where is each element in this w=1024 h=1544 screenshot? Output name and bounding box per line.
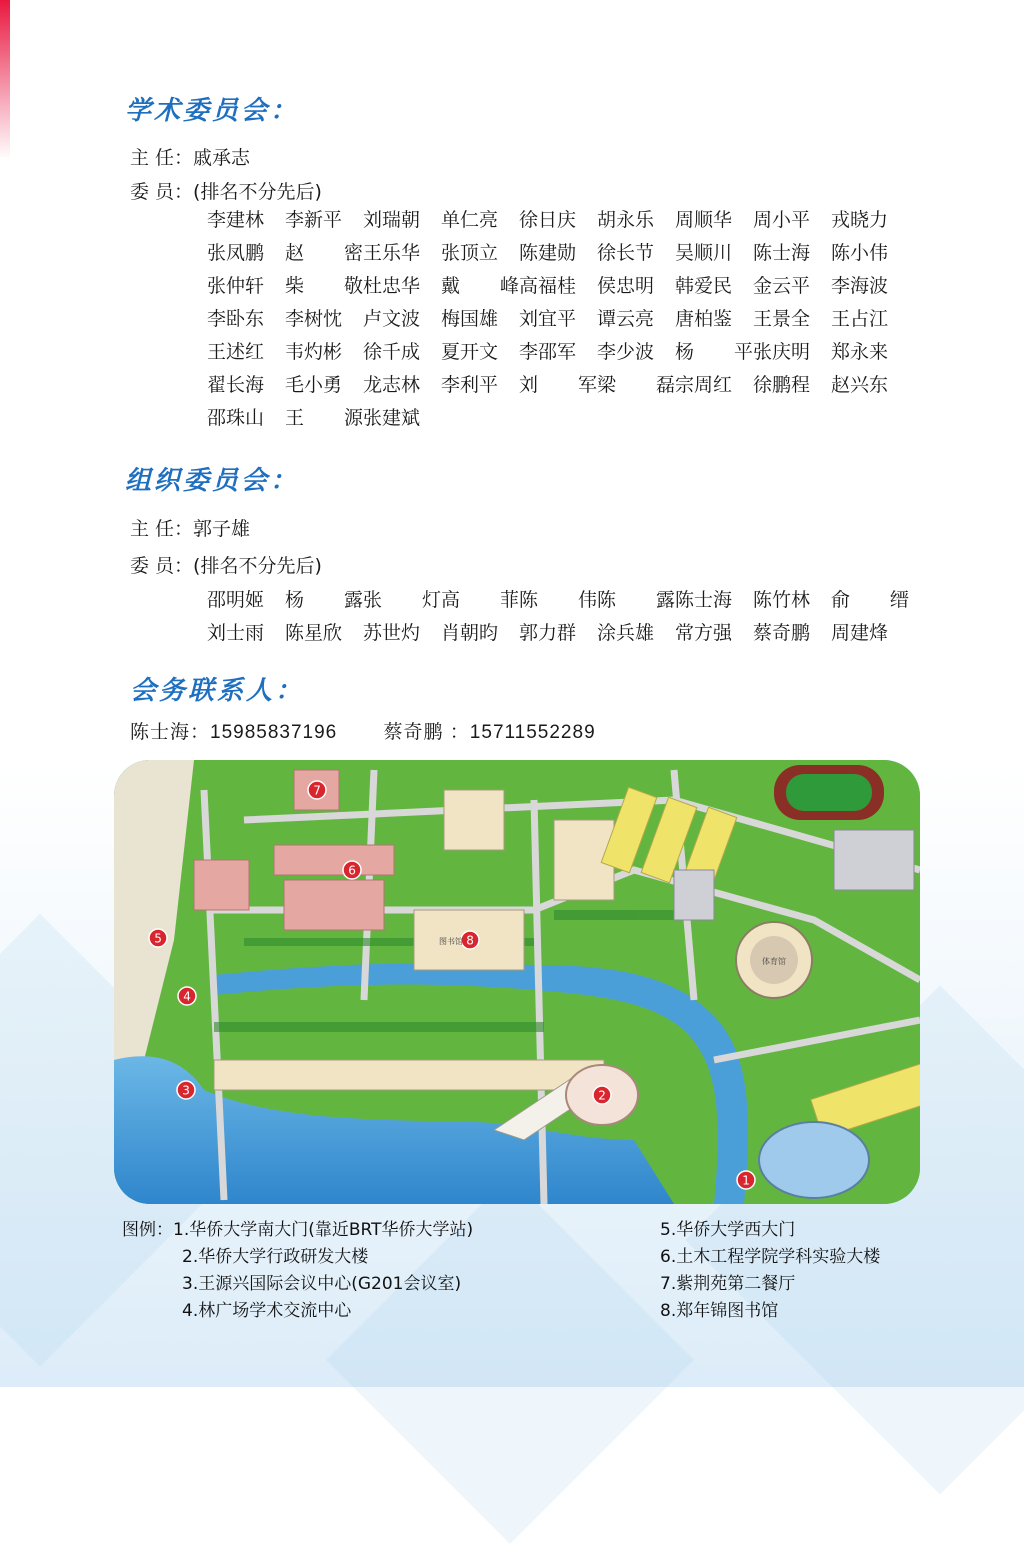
campus-map (114, 760, 920, 1204)
member-name: 李树忱 (285, 308, 343, 330)
member-name: 涂兵雄 (597, 622, 655, 644)
chair-name: 郭子雄 (193, 518, 251, 540)
member-name: 郑永来 (831, 341, 889, 363)
member-name: 刘瑞朝 (363, 209, 421, 231)
member-name: 肖朝昀 (441, 622, 499, 644)
member-name: 侯忠明 (597, 275, 655, 297)
legend-item: 7.紫荆苑第二餐厅 (660, 1274, 796, 1294)
organizing-chair (130, 514, 250, 541)
svg-text:5: 5 (154, 931, 162, 946)
chair-name: 戚承志 (193, 147, 251, 169)
legend-item: 图例：1.华侨大学南大门(靠近BRT华侨大学站) (122, 1220, 474, 1240)
member-name: 高 菲 (441, 589, 519, 611)
member-row (207, 617, 967, 650)
member-name: 刘宜平 (519, 308, 577, 330)
member-name: 张顶立 (441, 242, 499, 264)
member-name: 王乐华 (363, 242, 421, 264)
map-marker-4 (178, 987, 196, 1005)
member-name: 王 源 (285, 407, 363, 429)
member-name: 徐千成 (363, 341, 421, 363)
member-name: 徐鹏程 (753, 374, 811, 396)
map-marker-8 (461, 931, 479, 949)
chair-label: 主 任： (130, 147, 194, 169)
member-name: 李邵军 (519, 341, 577, 363)
member-name: 陈士海 (753, 242, 811, 264)
member-row (207, 237, 967, 270)
member-name: 邵珠山 (207, 407, 265, 429)
member-name: 翟长海 (207, 374, 265, 396)
member-name: 毛小勇 (285, 374, 343, 396)
academic-chair (130, 143, 250, 170)
map-marker-3 (177, 1081, 195, 1099)
member-name: 张庆明 (753, 341, 811, 363)
member-row (207, 336, 967, 369)
contacts-title: 会务联系人： (130, 676, 305, 706)
map-marker-5 (149, 929, 167, 947)
member-row (207, 303, 967, 336)
member-name: 常方强 (675, 622, 733, 644)
member-name: 韦灼彬 (285, 341, 343, 363)
member-row (207, 584, 967, 617)
academic-committee-title: 学术委员会： (125, 96, 300, 126)
decorative-stripe (0, 0, 10, 160)
member-name: 赵 密 (285, 242, 363, 264)
member-name: 陈建勋 (519, 242, 577, 264)
legend-item: 3.王源兴国际会议中心(G201会议室) (182, 1274, 462, 1294)
member-name: 王述红 (207, 341, 265, 363)
member-name: 陈 露 (597, 589, 675, 611)
legend-item: 4.林广场学术交流中心 (182, 1301, 352, 1321)
member-name: 杨 平 (675, 341, 753, 363)
contact-person-1: 陈士海：15985837196 (130, 722, 338, 743)
member-name: 杨 露 (285, 589, 363, 611)
member-name: 胡永乐 (597, 209, 655, 231)
member-name: 张仲轩 (207, 275, 265, 297)
member-name: 谭云亮 (597, 308, 655, 330)
member-name: 张凤鹏 (207, 242, 265, 264)
member-name: 高福桂 (519, 275, 577, 297)
svg-text:3: 3 (182, 1083, 190, 1098)
member-name: 李卧东 (207, 308, 265, 330)
academic-members-label: 委 员：(排名不分先后) (130, 181, 322, 203)
contact-person-2: 蔡奇鹏 ：15711552289 (383, 722, 596, 743)
member-name: 杜忠华 (363, 275, 421, 297)
member-name: 梁 磊 (597, 374, 675, 396)
map-label: 体育馆 (762, 957, 786, 966)
member-name: 卢文波 (363, 308, 421, 330)
map-label: 图书馆 (439, 937, 463, 946)
member-name: 周顺华 (675, 209, 733, 231)
member-name: 夏开文 (441, 341, 499, 363)
member-name: 龙志林 (363, 374, 421, 396)
organizing-members-label: 委 员：(排名不分先后) (130, 555, 322, 577)
member-name: 戴 峰 (441, 275, 519, 297)
campus-map-illustration (114, 760, 920, 1204)
member-name: 宗周红 (675, 374, 733, 396)
member-name: 李新平 (285, 209, 343, 231)
member-name: 苏世灼 (363, 622, 421, 644)
svg-text:8: 8 (466, 933, 474, 948)
member-name: 蔡奇鹏 (753, 622, 811, 644)
svg-text:7: 7 (313, 783, 321, 798)
member-name: 陈士海 (675, 589, 733, 611)
member-name: 戎晓力 (831, 209, 889, 231)
member-name: 俞 缙 (831, 589, 909, 611)
member-name: 周小平 (753, 209, 811, 231)
member-name: 韩爱民 (675, 275, 733, 297)
member-name: 周建烽 (831, 622, 889, 644)
member-name: 陈竹林 (753, 589, 811, 611)
member-row (207, 402, 967, 435)
member-name: 李海波 (831, 275, 889, 297)
legend-item: 2.华侨大学行政研发大楼 (182, 1247, 369, 1267)
member-row (207, 204, 967, 237)
member-name: 单仁亮 (441, 209, 499, 231)
svg-text:1: 1 (742, 1173, 750, 1188)
member-name: 陈小伟 (831, 242, 889, 264)
member-name: 徐日庆 (519, 209, 577, 231)
member-name: 唐柏鉴 (675, 308, 733, 330)
member-name: 徐长节 (597, 242, 655, 264)
member-name: 张 灯 (363, 589, 441, 611)
member-name: 张建斌 (363, 407, 421, 429)
member-name: 王占江 (831, 308, 889, 330)
member-name: 刘 军 (519, 374, 597, 396)
legend-item: 8.郑年锦图书馆 (660, 1301, 779, 1321)
svg-text:4: 4 (183, 989, 191, 1004)
member-row (207, 270, 967, 303)
member-name: 吴顺川 (675, 242, 733, 264)
organizing-committee-title: 组织委员会： (125, 466, 300, 496)
member-name: 李利平 (441, 374, 499, 396)
map-marker-2 (593, 1086, 611, 1104)
member-name: 陈星欣 (285, 622, 343, 644)
member-name: 赵兴东 (831, 374, 889, 396)
member-name: 金云平 (753, 275, 811, 297)
member-name: 陈 伟 (519, 589, 597, 611)
legend-prefix: 图例： (122, 1220, 173, 1240)
academic-members-list (207, 204, 967, 435)
legend-right (660, 1217, 880, 1325)
member-name: 王景全 (753, 308, 811, 330)
legend-item: 5.华侨大学西大门 (660, 1220, 796, 1240)
organizing-members-list (207, 584, 967, 650)
member-name: 柴 敬 (285, 275, 363, 297)
member-name: 邵明姬 (207, 589, 265, 611)
svg-text:2: 2 (598, 1088, 606, 1103)
member-name: 郭力群 (519, 622, 577, 644)
map-marker-6 (343, 861, 361, 879)
legend-left (122, 1217, 473, 1325)
member-name: 李建林 (207, 209, 265, 231)
member-row (207, 369, 967, 402)
map-marker-1 (737, 1171, 755, 1189)
legend-item: 6.土木工程学院学科实验大楼 (660, 1247, 881, 1267)
svg-text:6: 6 (348, 863, 356, 878)
contact-line (130, 717, 596, 744)
member-name: 梅国雄 (441, 308, 499, 330)
member-name: 李少波 (597, 341, 655, 363)
member-name: 刘士雨 (207, 622, 265, 644)
chair-label: 主 任： (130, 518, 194, 540)
map-marker-7 (308, 781, 326, 799)
